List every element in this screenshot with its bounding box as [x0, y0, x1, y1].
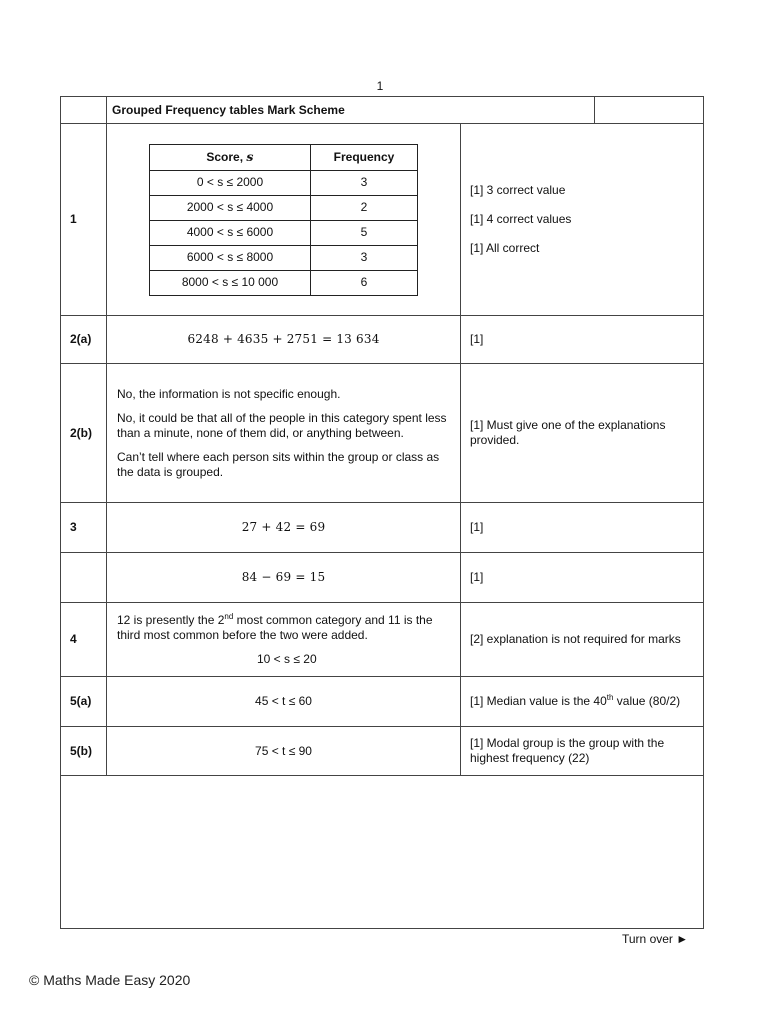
column-header-frequency: Frequency [311, 144, 418, 170]
answer-text: Can’t tell where each person sits within the group or class as the data is grouped. [117, 449, 440, 479]
table-row [150, 220, 418, 245]
marks-cell: [1] [461, 316, 704, 364]
empty-row [61, 776, 704, 929]
title-marks-cell [595, 97, 704, 124]
turn-over-label: Turn over ► [622, 932, 689, 946]
mark-text: [1] 3 correct value [470, 183, 566, 197]
question-row-4 [61, 603, 704, 677]
question-row-5a [61, 677, 704, 727]
question-row-1 [61, 124, 704, 316]
frequency-cell: 5 [311, 220, 418, 245]
mark-scheme-table [60, 96, 704, 929]
frequency-cell: 2 [311, 195, 418, 220]
answer-cell [107, 364, 461, 503]
answer-cell: 45 < t ≤ 60 [107, 677, 461, 727]
table-row [150, 170, 418, 195]
answer-text: No, the information is not specific enough. [117, 386, 341, 401]
table-row [150, 270, 418, 295]
score-cell: 6000 < s ≤ 8000 [150, 245, 311, 270]
frequency-cell: 3 [311, 170, 418, 195]
table-row [150, 195, 418, 220]
answer-range: 10 < s ≤ 20 [257, 651, 317, 666]
copyright-text: © Maths Made Easy 2020 [29, 972, 191, 988]
question-row-5b [61, 727, 704, 776]
table-row [150, 245, 418, 270]
answer-cell [107, 603, 461, 677]
question-number: 2(a) [61, 316, 107, 364]
title-blank-cell [61, 97, 107, 124]
score-cell: 0 < s ≤ 2000 [150, 170, 311, 195]
question-number: 2(b) [61, 364, 107, 503]
score-cell: 8000 < s ≤ 10 000 [150, 270, 311, 295]
answer-cell: 75 < t ≤ 90 [107, 727, 461, 776]
column-header-score: Score, s [150, 144, 311, 170]
page-number: 1 [376, 79, 384, 93]
empty-cell [61, 776, 704, 929]
answer-text: No, it could be that all of the people in this category spent less than a minute, none of them did, or anything between. [117, 410, 447, 440]
question-row-3-continued [61, 553, 704, 603]
title-row [61, 97, 704, 124]
question-row-2a [61, 316, 704, 364]
answer-cell: 27 + 42 = 69 [107, 503, 461, 553]
marks-cell: [1] [461, 553, 704, 603]
mark-text: [1] 4 correct values [470, 212, 572, 226]
marks-cell [461, 124, 704, 316]
question-number: 5(b) [61, 727, 107, 776]
score-cell: 2000 < s ≤ 4000 [150, 195, 311, 220]
marks-cell: [2] explanation is not required for marks [461, 603, 704, 677]
answer-cell: 84 − 69 = 15 [107, 553, 461, 603]
marks-cell: [1] Median value is the 40th value (80/2) [461, 677, 704, 727]
mark-scheme-title: Grouped Frequency tables Mark Scheme [107, 97, 595, 124]
marks-cell: [1] Must give one of the explanations provided. [461, 364, 704, 503]
question-row-2b [61, 364, 704, 503]
frequency-cell: 6 [311, 270, 418, 295]
score-cell: 4000 < s ≤ 6000 [150, 220, 311, 245]
question-number: 1 [61, 124, 107, 316]
question-number: 4 [61, 603, 107, 677]
answer-text: 12 is presently the 2nd most common category and 11 is the third most common before the two were added. [117, 611, 433, 642]
marks-cell: [1] [461, 503, 704, 553]
frequency-cell: 3 [311, 245, 418, 270]
question-number: 3 [61, 503, 107, 553]
question-row-3 [61, 503, 704, 553]
answer-cell: 6248 + 4635 + 2751 = 13 634 [107, 316, 461, 364]
marks-cell: [1] Modal group is the group with the highest frequency (22) [461, 727, 704, 776]
mark-text: [1] All correct [470, 241, 540, 255]
question-number [61, 553, 107, 603]
answer-cell [107, 124, 461, 316]
question-number: 5(a) [61, 677, 107, 727]
frequency-table [149, 144, 418, 296]
